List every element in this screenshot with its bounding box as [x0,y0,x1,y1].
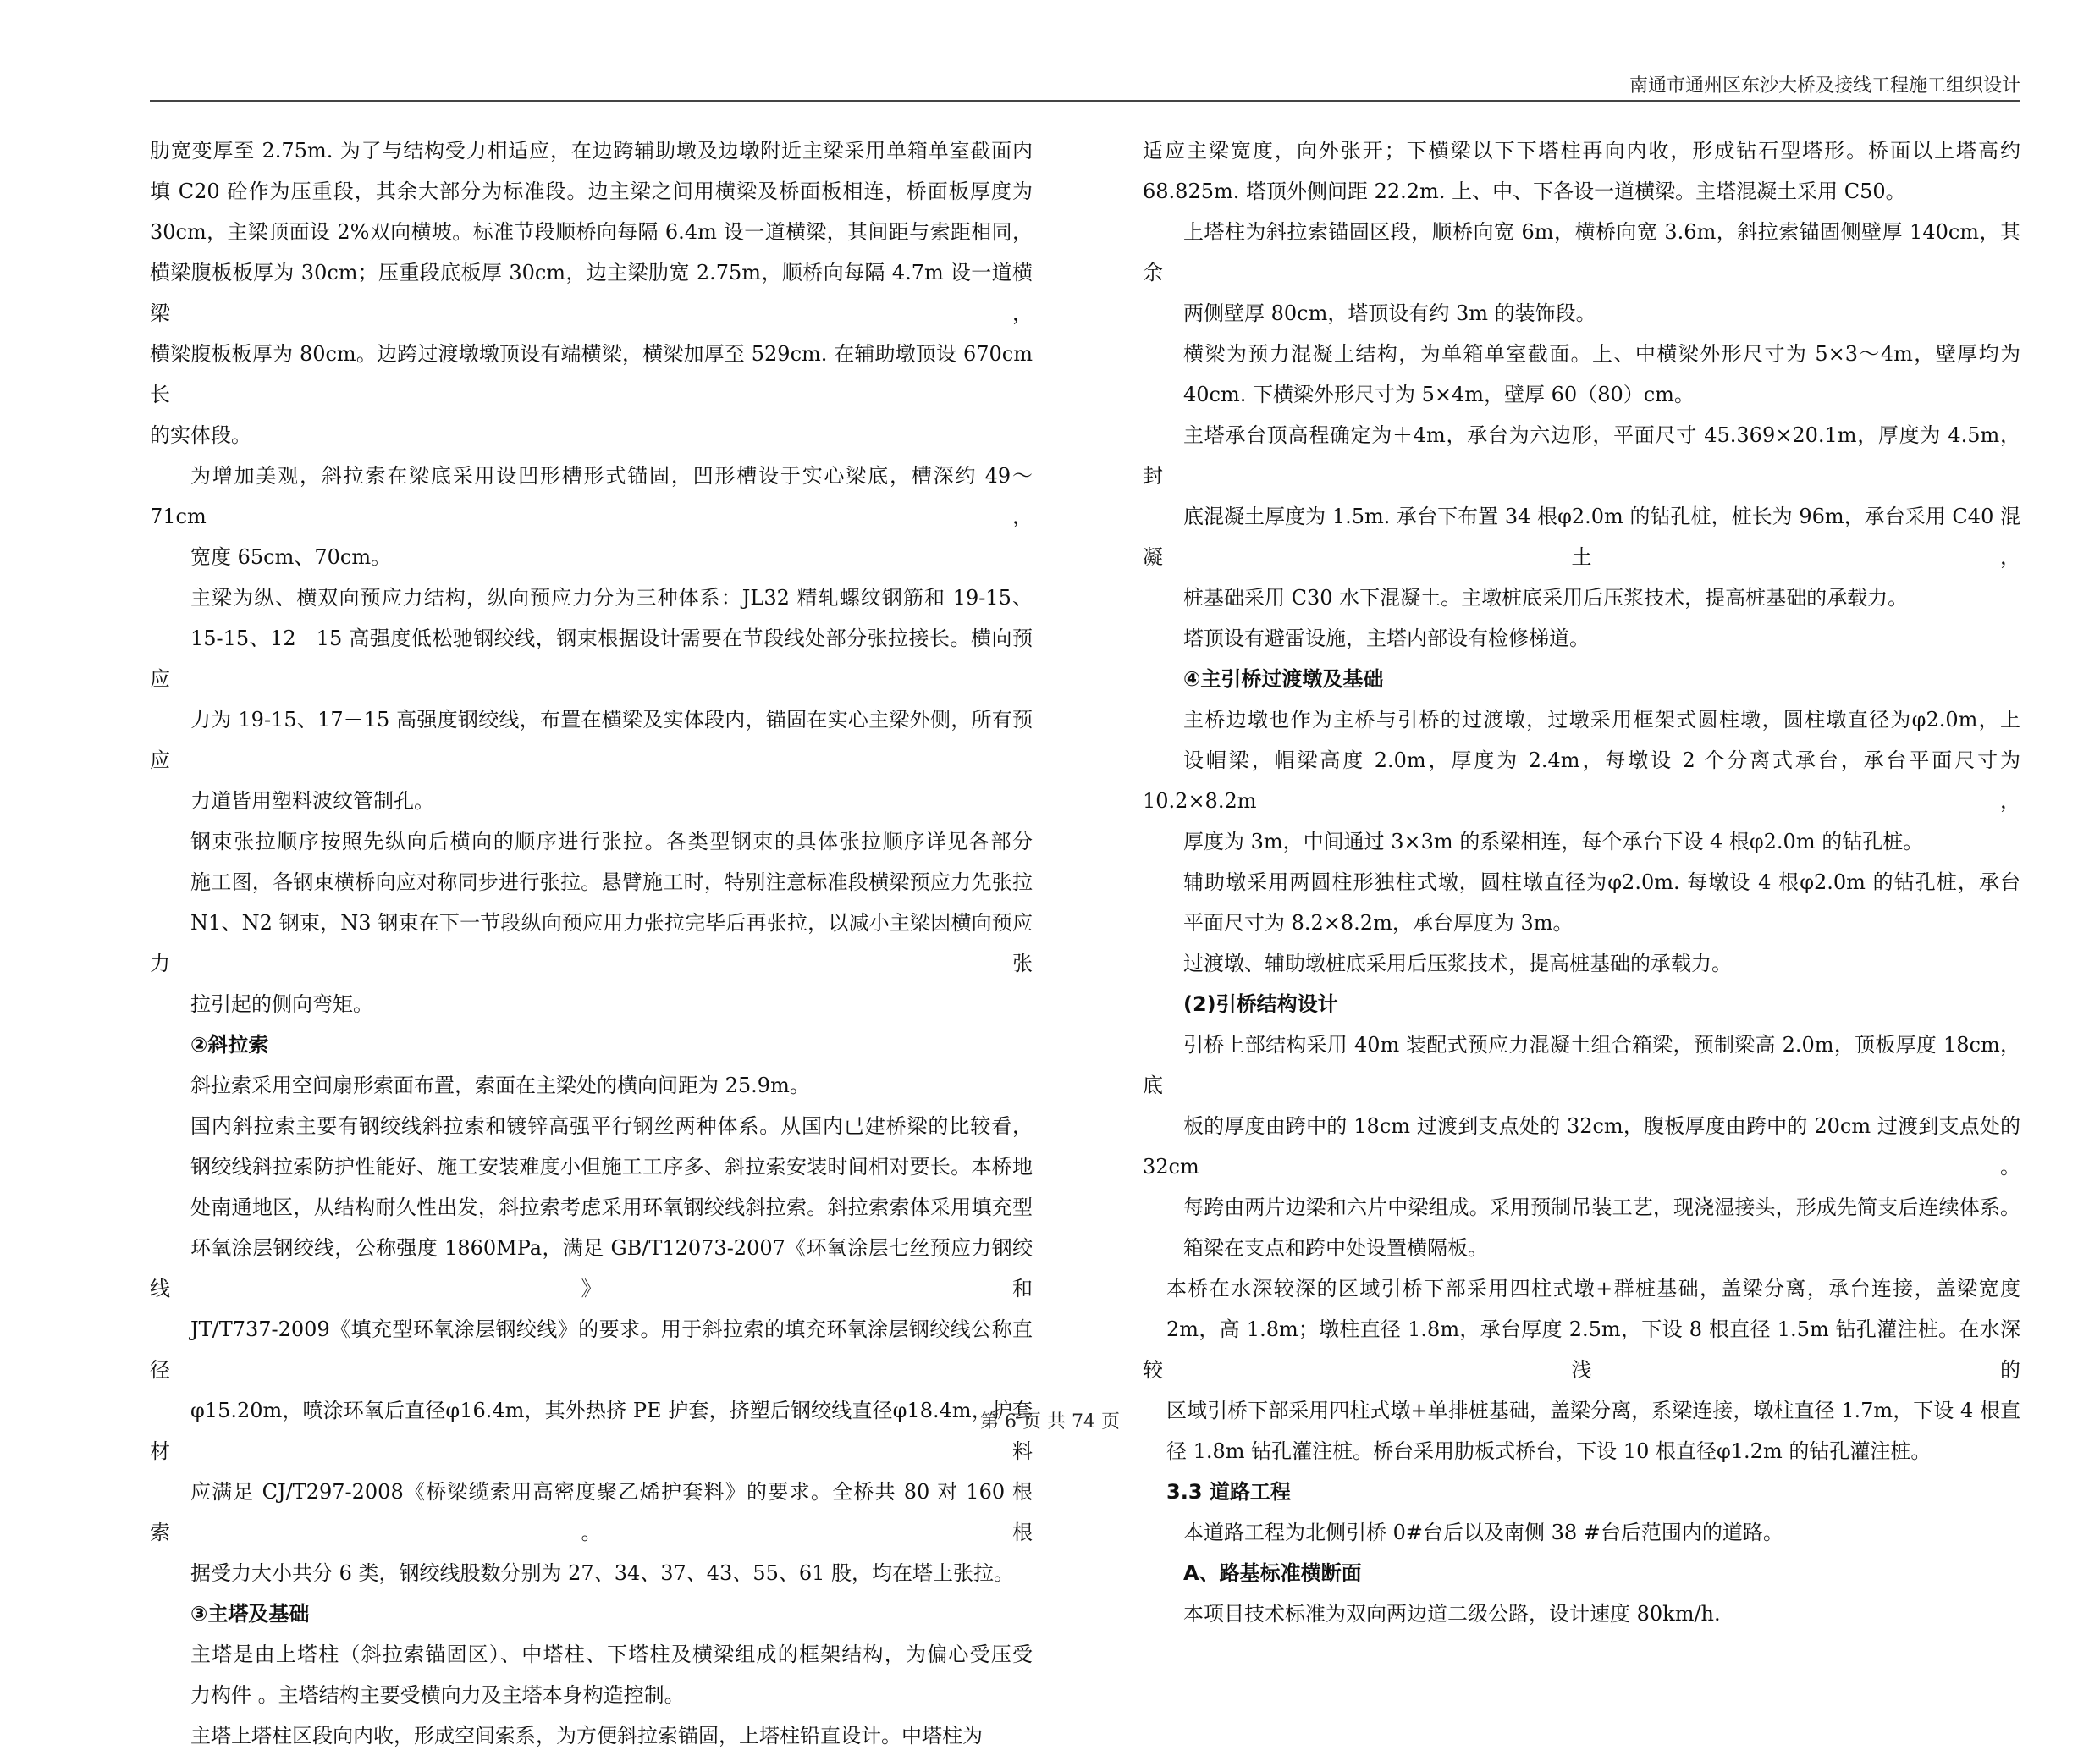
text-line: 设帽梁，帽梁高度 2.0m，厚度为 2.4m，每墩设 2 个分离式承台，承台平面尺寸为 10.2×8.2m， [1143,748,2020,813]
text-line: ②斜拉索 [190,1033,269,1057]
page-number: 第 6 页 共 74 页 [980,1411,1120,1433]
text-line: 肋宽变厚至 2.75m. 为了与结构受力相适应，在边跨辅助墩及边墩附近主梁采用单箱单室截面内 [150,139,1033,163]
text-line: 为增加美观，斜拉索在梁底采用设凹形槽形式锚固，凹形槽设于实心梁底，槽深约 49～71cm， [150,464,1033,528]
paragraph [1143,1024,2020,1268]
text-line: 主塔上塔柱区段向内收，形成空间索系，为方便斜拉索锚固，上塔柱铅直设计。中塔柱为 [190,1724,983,1748]
text-line: 斜拉索采用空间扇形索面布置，索面在主梁处的横向间距为 25.9m。 [190,1074,810,1097]
text-line: 适应主梁宽度，向外张开；下横梁以下下塔柱再向内收，形成钻石型塔形。桥面以上塔高约 [1143,139,2020,163]
section-heading [1143,659,2020,699]
paragraph [150,821,1033,1024]
text-line: φ15.20m，喷涂环氧后直径φ16.4m，其外热挤 PE 护套，挤塑后钢绞线直径φ18.4m，护套材料 [150,1399,1033,1463]
text-line: 厚度为 3m，中间通过 3×3m 的系梁相连，每个承台下设 4 根φ2.0m 的钻孔桩。 [1183,830,1924,853]
paragraph [1143,1268,2020,1472]
text-line: 30cm，主梁顶面设 2%双向横坡。标准节段顺桥向每隔 6.4m 设一道横梁，其间距与索距相同， [150,220,1033,244]
paragraph [150,456,1033,577]
text-line: 宽度 65cm、70cm。 [190,545,392,569]
text-line: 15-15、12－15 高强度低松驰钢绞线，钢束根据设计需要在节段线处部分张拉接长。横向预应 [150,627,1033,691]
section-heading [150,1593,1033,1634]
text-line: 每跨由两片边梁和六片中梁组成。采用预制吊装工艺，现浇湿接头，形成先简支后连续体系。 [1183,1196,2020,1219]
paragraph [1143,130,2020,212]
section-heading [1143,984,2020,1024]
text-line: ③主塔及基础 [190,1602,310,1626]
text-line: 区域引桥下部采用四柱式墩+单排桩基础，盖梁分离，系梁连接，墩柱直径 1.7m，下设 4 根直 [1166,1399,2020,1422]
running-header: 南通市通州区东沙大桥及接线工程施工组织设计 [1629,75,2020,97]
text-line: 主梁为纵、横双向预应力结构，纵向预应力分为三种体系：JL32 精轧螺纹钢筋和 19-15、 [190,586,1033,610]
text-line: 主桥边墩也作为主桥与引桥的过渡墩，过墩采用框架式圆柱墩，圆柱墩直径为φ2.0m，上 [1183,708,2020,732]
text-line: 主塔承台顶高程确定为＋4m，承台为六边形，平面尺寸 45.369×20.1m，厚度为 4.5m，封 [1143,423,2020,488]
text-line: 主塔是由上塔柱（斜拉索锚固区）、中塔柱、下塔柱及横梁组成的框架结构，为偏心受压受 [190,1643,1033,1666]
text-line: 径 1.8m 钻孔灌注桩。桥台采用肋板式桥台，下设 10 根直径φ1.2m 的钻孔灌注桩。 [1166,1439,1932,1463]
paragraph [1143,618,2020,659]
text-line: ④主引桥过渡墩及基础 [1183,667,1384,691]
text-line: 力构件 。主塔结构主要受横向力及主塔本身构造控制。 [190,1683,685,1707]
paragraph [150,1634,1033,1715]
paragraph [1143,943,2020,984]
text-line: 平面尺寸为 8.2×8.2m，承台厚度为 3m。 [1183,911,1574,935]
left-column [150,130,1033,1756]
text-line: 钢绞线斜拉索防护性能好、施工安装难度小但施工工序多、斜拉索安装时间相对要长。本桥地 [190,1155,1033,1179]
text-line: 68.825m. 塔顶外侧间距 22.2m. 上、中、下各设一道横梁。主塔混凝土采用 C50。 [1143,179,1906,203]
section-heading [1143,1553,2020,1593]
text-line: N1、N2 钢束，N3 钢束在下一节段纵向预应用力张拉完毕后再张拉，以减小主梁因横向预应力张 [150,911,1033,975]
text-line: 塔顶设有避雷设施，主塔内部设有检修梯道。 [1183,627,1590,650]
paragraph [1143,1512,2020,1553]
section-heading [1143,1472,2020,1512]
text-line: 本桥在水深较深的区域引桥下部采用四柱式墩+群桩基础，盖梁分离，承台连接，盖梁宽度 [1166,1277,2020,1300]
text-line: 横梁为预力混凝土结构，为单箱单室截面。上、中横梁外形尺寸为 5×3～4m，壁厚均为 [1183,342,2020,366]
text-line: 箱梁在支点和跨中处设置横隔板。 [1183,1236,1488,1260]
text-line: 3.3 道路工程 [1166,1480,1291,1504]
text-line: 辅助墩采用两圆柱形独柱式墩，圆柱墩直径为φ2.0m. 每墩设 4 根φ2.0m 的钻孔桩，承台 [1183,870,2020,894]
paragraph [1143,415,2020,618]
text-line: 上塔柱为斜拉索锚固区段，顺桥向宽 6m，横桥向宽 3.6m，斜拉索锚固侧壁厚 140cm，其余 [1143,220,2020,284]
section-heading [150,1024,1033,1065]
paragraph [1143,334,2020,415]
text-line: 桩基础采用 C30 水下混凝土。主墩桩底采用后压浆技术，提高桩基础的承载力。 [1183,586,1909,610]
text-line: (2)引桥结构设计 [1183,992,1338,1016]
header-rule [150,100,2020,102]
paragraph [150,1106,1033,1593]
text-line: JT/T737-2009《填充型环氧涂层钢绞线》的要求。用于斜拉索的填充环氧涂层钢绞线公称直径 [150,1317,1033,1382]
text-line: 过渡墩、辅助墩桩底采用后压浆技术，提高桩基础的承载力。 [1183,952,1732,975]
text-line: 国内斜拉索主要有钢绞线斜拉索和镀锌高强平行钢丝两种体系。从国内已建桥梁的比较看， [190,1114,1033,1138]
paragraph [150,1065,1033,1106]
text-line: 力道皆用塑料波纹管制孔。 [190,789,434,813]
text-line: 填 C20 砼作为压重段，其余大部分为标准段。边主梁之间用横梁及桥面板相连，桥面板厚度为 [150,179,1033,203]
paragraph [150,577,1033,821]
text-line: 应满足 CJ/T297-2008《桥梁缆索用高密度聚乙烯护套料》的要求。全桥共 80 对 160 根索。根 [150,1480,1033,1544]
text-line: 据受力大小共分 6 类，钢绞线股数分别为 27、34、37、43、55、61 股，均在塔上张拉。 [190,1561,1015,1585]
paragraph [1143,212,2020,334]
text-line: 板的厚度由跨中的 18cm 过渡到支点处的 32cm，腹板厚度由跨中的 20cm 过渡到支点处的 32cm。 [1143,1114,2020,1179]
text-line: 底混凝土厚度为 1.5m. 承台下布置 34 根φ2.0m 的钻孔桩，桩长为 96m，承台采用 C40 混凝土， [1143,505,2020,569]
text-line: A、路基标准横断面 [1183,1561,1362,1585]
text-line: 2m，高 1.8m；墩柱直径 1.8m，承台厚度 2.5m，下设 8 根直径 1.5m 钻孔灌注桩。在水深较浅的 [1143,1317,2020,1382]
text-line: 引桥上部结构采用 40m 装配式预应力混凝土组合箱梁，预制梁高 2.0m，顶板厚度 18cm，底 [1143,1033,2020,1097]
text-line: 横梁腹板板厚为 80cm。边跨过渡墩墩顶设有端横梁，横梁加厚至 529cm. 在辅助墩顶设 670cm 长 [150,342,1033,406]
paragraph [150,130,1033,456]
text-line: 施工图，各钢束横桥向应对称同步进行张拉。悬臂施工时，特别注意标准段横梁预应力先张拉 [190,870,1033,894]
text-line: 力为 19-15、17－15 高强度钢绞线，布置在横梁及实体段内，锚固在实心主梁外侧，所有预应 [150,708,1033,772]
paragraph [150,1715,1033,1756]
text-line: 两侧壁厚 80cm，塔顶设有约 3m 的装饰段。 [1183,301,1596,325]
paragraph [1143,1593,2020,1634]
text-line: 本项目技术标准为双向两边道二级公路，设计速度 80km/h. [1183,1602,1721,1626]
text-line: 本道路工程为北侧引桥 0#台后以及南侧 38 #台后范围内的道路。 [1183,1521,1783,1544]
text-line: 钢束张拉顺序按照先纵向后横向的顺序进行张拉。各类型钢束的具体张拉顺序详见各部分 [190,830,1033,853]
text-line: 横梁腹板板厚为 30cm；压重段底板厚 30cm，边主梁肋宽 2.75m，顺桥向每隔 4.7m 设一道横梁， [150,261,1033,325]
paragraph [1143,862,2020,943]
paragraph [1143,699,2020,862]
text-line: 的实体段。 [150,423,251,447]
text-line: 拉引起的侧向弯矩。 [190,992,373,1016]
text-line: 环氧涂层钢绞线，公称强度 1860MPa，满足 GB/T12073-2007《环氧涂层七丝预应力钢绞线》和 [150,1236,1033,1300]
text-line: 处南通地区，从结构耐久性出发，斜拉索考虑采用环氧钢绞线斜拉索。斜拉索索体采用填充型 [190,1196,1033,1219]
text-line: 40cm. 下横梁外形尺寸为 5×4m，壁厚 60（80）cm。 [1183,383,1695,406]
